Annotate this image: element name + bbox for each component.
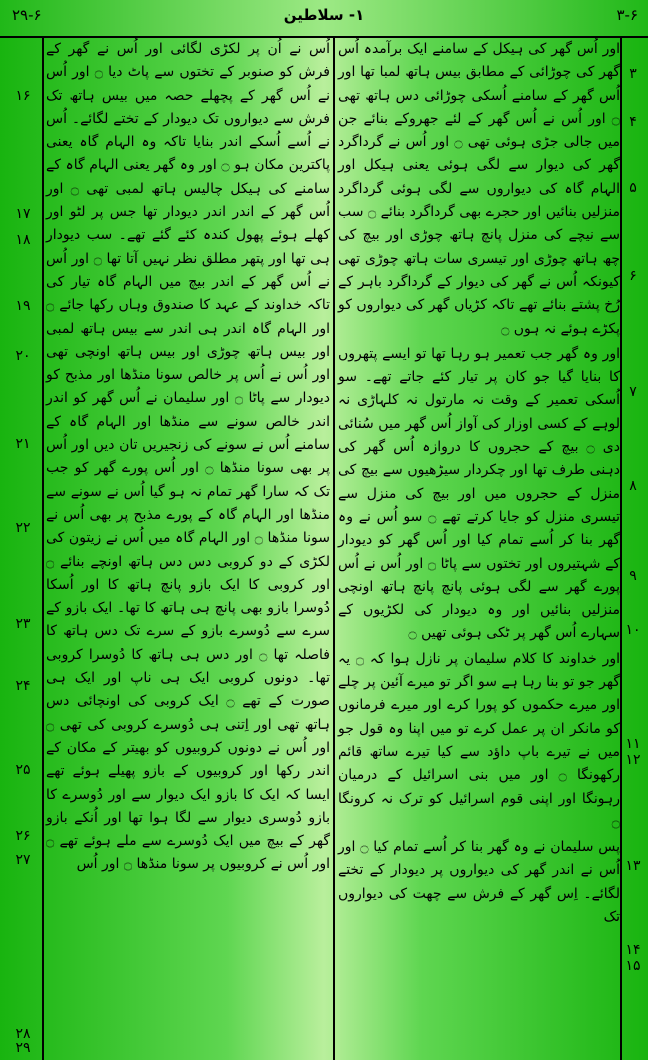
verse-number: ۲۸ (15, 1026, 31, 1042)
left-margin-rule (42, 38, 44, 1060)
verse-number: ۲۳ (15, 616, 31, 632)
verse-number: ۳ (629, 66, 637, 82)
verse-number: ۱۱ (625, 736, 641, 752)
verse-number: ۲۵ (15, 762, 31, 778)
verse-number: ۶ (629, 268, 637, 284)
verse-number: ۱۷ (15, 206, 31, 222)
verse-number: ۱۹ (15, 298, 31, 314)
right-text-column (338, 38, 620, 1054)
book-title: ۱- سلاطین (283, 6, 365, 24)
verse-number: ۸ (629, 478, 637, 494)
left-verse-margin (0, 38, 42, 1058)
left-text-column (46, 38, 330, 1054)
verse-number: ۲۶ (15, 828, 31, 844)
verse-number: ۷ (629, 384, 637, 400)
verse-number: ۲۲ (15, 520, 31, 536)
paragraph: اور اُس گھر کی ہیکل کے سامنے ایک برآمدہ اُس گھر کی چوڑائی کے مطابق بیس ہاتھ لمبا تھا اور اُس گھر کے سامنے اُسکی چوڑائی دس ہاتھ تھی ۝ اور اُس نے اُس گھر کے لئے جھروکے بنائے جن میں جالی جڑی ہوئی تھی ۝ اور اُس نے گرداگرد گھر کی دیوار سے لگی ہوئی یعنی ہیکل اور الہام گاہ کی دیواروں سے لگی ہوئی گرداگرد منزلیں بنائیں اور حجرے بھی گرداگرد بنائے ۝ سب سے نیچے کی منزل پانچ ہاتھ چوڑی اور بیچ کی چھ ہاتھ چوڑی اور تیسری سات ہاتھ چوڑی تھی کیونکہ اُس نے گھر کی دیوار کے گرداگرد باہر کے رُخ پشتے بنائے تھے تاکہ کڑیاں گھر کی دیواروں کو پکڑے ہوئے نہ ہوں ۝ (338, 41, 620, 337)
verse-number: ۵ (629, 180, 637, 196)
verse-number: ۴ (629, 114, 637, 130)
verse-number: ۲۰ (15, 348, 31, 364)
verse-number: ۱۰ (625, 622, 641, 638)
verse-number: ۱۶ (15, 88, 31, 104)
verse-number: ۲۹ (15, 1040, 31, 1056)
paragraph: پس سلیمان نے وہ گھر بنا کر اُسے تمام کیا ۝ اور اُس نے اندر گھر کی دیواروں پر دیودار کے تختے لگائے۔ اِس گھر کے فرش سے چھت کی دیواروں تک (338, 839, 620, 925)
verse-number: ۹ (629, 568, 637, 584)
verse-number: ۲۱ (15, 436, 31, 452)
header-verse-range-left: ۲۹-۶ (12, 6, 42, 24)
paragraph: اور خداوند کا کلام سلیمان پر نازل ہوا کہ ۝ یہ گھر جو تو بنا رہا ہے سو اگر تو میرے آئین پر چلے اور میرے حکموں کو پورا کرے اور میرے فرمانوں کو مانکر ان پر عمل کرے تو میں اپنا وہ قول جو میں نے تیرے باپ داؤد سے کیا تیرے ساتھ قائم رکھونگا ۝ اور میں بنی اسرائیل کے درمیان رہونگا اور اپنی قوم اسرائیل کو ترک نہ کرونگا ۝ (338, 650, 620, 830)
verse-number: ۲۴ (15, 678, 31, 694)
verse-number: ۱۲ (625, 752, 641, 768)
page-header (0, 0, 648, 38)
verse-number: ۱۵ (625, 958, 641, 974)
header-verse-range-right: ۳-۶ (616, 6, 638, 24)
verse-number: ۱۳ (625, 858, 641, 874)
paragraph: اور وہ گھر جب تعمیر ہو رہا تھا تو ایسے پتھروں کا بنایا گیا جو کان پر تیار کئے جاتے تھے۔ سو اُسکی تعمیر کے وقت نہ مارتول نہ کلہاڑی نہ لوہے کے کسی اوزار کی آواز اُس گھر میں سُنائی دی ۝ بیچ کے حجروں کا دروازہ اُس گھر کی دہنی طرف تھا اور چکردار سیڑھیوں سے بیچ کی منزل کے حجروں میں اور بیچ کی منزل سے تیسری منزل کو جایا کرتے تھے ۝ سو اُس نے وہ گھر بنا کر اُسے تمام کیا اور اُس گھر کو دیودار کے شہتیروں اور تختوں سے پاٹا ۝ اور اُس نے اُس پورے گھر سے لگی ہوئی پانچ پانچ ہاتھ اونچی منزلیں بنائیں اور وہ دیودار کی لکڑیوں کے سہارے اُس گھر پر ٹکی ہوئی تھیں ۝ (338, 345, 621, 642)
verse-number: ۲۷ (15, 852, 31, 868)
verse-number: ۱۴ (625, 942, 641, 958)
column-divider (333, 38, 335, 1060)
verse-number: ۱۸ (15, 232, 31, 248)
paragraph: اُس نے اُن پر لکڑی لگائی اور اُس نے گھر کے فرش کو صنوبر کے تختوں سے پاٹ دیا ۝ اور اُس نے اُس گھر کے پچھلے حصہ میں بیس ہاتھ تک فرش سے دیواروں تک دیودار کے تختے لگائے۔ اُس نے اُسے اُسکے اندر بنایا تاکہ وہ الہام گاہ یعنی پاکترین مکان ہو ۝ اور وہ گھر یعنی الہام گاہ کے سامنے کی ہیکل چالیس ہاتھ لمبی تھی ۝ اور اُس گھر کے اندر اندر دیودار تھا جس پر لٹو اور کھلے ہوئے پھول کندہ کئے گئے تھے۔ سب دیودار ہی تھا اور پتھر مطلق نظر نہیں آتا تھا ۝ اور اُس نے اُس گھر کے اندر بیچ میں الہام گاہ تیار کی تاکہ خداوند کے عہد کا صندوق وہاں رکھا جائے ۝ اور الہام گاہ اندر ہی اندر سے بیس ہاتھ لمبی اور بیس ہاتھ چوڑی اور بیس ہاتھ اونچی تھی اور اُس نے اُس پر خالص سونا منڈھا اور مذبح کو دیودار سے پاٹا ۝ اور سلیمان نے اُس گھر کو اندر اندر خالص سونے سے منڈھا اور الہام گاہ کے سامنے اُس نے سونے کی زنجیریں تان دیں اور اُس پر بھی سونا منڈھا ۝ اور اُس پورے گھر کو جب تک کہ سارا گھر تمام نہ ہو گیا اُس نے سونے سے منڈھا اور الہام گاہ کے پورے مذبح پر بھی اُس نے سونا منڈھا ۝ اور الہام گاہ میں اُس نے زیتون کی لکڑی کے دو کروبی دس دس ہاتھ اونچے بنائے ۝ اور کروبی کا ایک بازو پانچ ہاتھ کا اور اُسکا دُوسرا بازو بھی پانچ ہی ہاتھ کا تھا۔ ایک بازو کے سرے سے دُوسرے بازو کے سرے تک دس ہاتھ کا فاصلہ تھا ۝ اور دس ہی ہاتھ کا دُوسرا کروبی تھا۔ دونوں کروبی ایک ہی ناپ اور ایک ہی صورت کے تھے ۝ ایک کروبی کی اونچائی دس ہاتھ تھی اور اِتنی ہی دُوسرے کروبی کی تھی ۝ اور اُس نے دونوں کروبیوں کو بھیتر کے مکان کے اندر رکھا اور کروبیوں کے بازو پھیلے ہوئے تھے ایسا کہ ایک کا بازو ایک دیوار سے اور دُوسرے کا بازو دُوسری دیوار سے لگا ہوا تھا اور اُنکے بازو گھر کے بیچ میں ایک دُوسرے سے ملے ہوئے تھے ۝ اور اُس نے کروبیوں پر سونا منڈھا ۝ اور اُس (46, 41, 331, 873)
